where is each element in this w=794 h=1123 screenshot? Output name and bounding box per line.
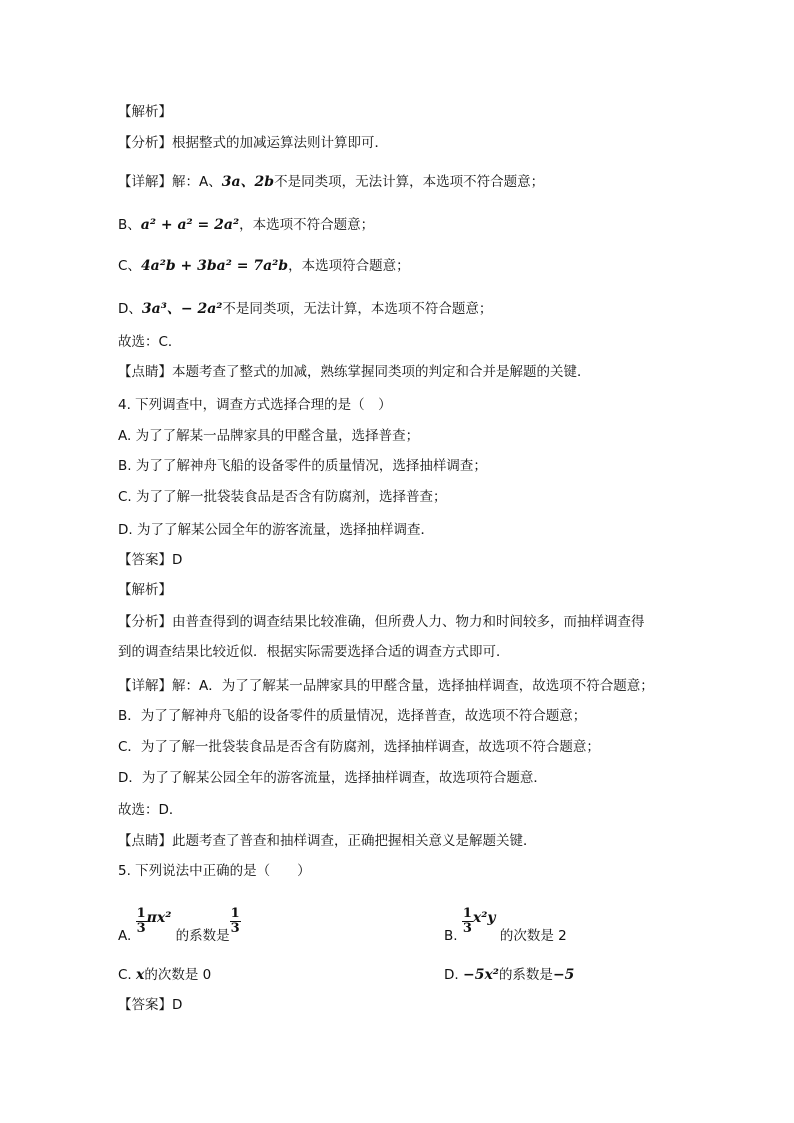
analysis-text: 【分析】根据整式的加减运算法则计算即可． (118, 135, 388, 151)
denominator: 3 (462, 921, 472, 936)
q5-option-b (444, 898, 567, 956)
denominator: 3 (230, 921, 240, 936)
analysis-text: 【分析】由普查得到的调查结果比较准确，但所费人力、物力和时间较多，而抽样调查得 (118, 614, 645, 630)
fraction (462, 907, 473, 936)
text: 的系数是 (175, 928, 230, 944)
answer: 【答案】D (118, 552, 183, 568)
answer-choice: 故选：C． (118, 334, 182, 350)
fraction (230, 907, 241, 936)
text: C、 (118, 258, 141, 274)
q5-option-c (118, 966, 211, 984)
detail-text: C．为了了解一批袋装食品是否含有防腐剂，选择抽样调查，故选项不符合题意； (118, 739, 600, 755)
detail-line-c (118, 257, 410, 275)
comment-text: 【点睛】本题考查了整式的加减，熟练掌握同类项的判定和合并是解题的关键． (118, 364, 591, 380)
comment-text: 【点睛】此题考查了普查和抽样调查，正确把握相关意义是解题关键． (118, 833, 537, 849)
fraction (136, 907, 147, 936)
text: ，本选项不符合题意； (239, 217, 375, 233)
label: B. (444, 928, 458, 944)
option-c: C. 为了了解一批袋装食品是否含有防腐剂，选择普查； (118, 489, 447, 505)
label: C. (118, 967, 132, 983)
label: A. (118, 928, 132, 944)
detail-line-a (118, 173, 544, 191)
math-expression: −5x² (462, 967, 499, 983)
text: 的次数是 2 (499, 928, 567, 944)
section-heading: 【解析】 (118, 104, 172, 120)
label: D. (444, 967, 459, 983)
math-expression: 3a³、− 2a² (141, 301, 223, 317)
option-b: B. 为了了解神舟飞船的设备零件的质量情况，选择抽样调查； (118, 458, 487, 474)
answer: 【答案】D (118, 997, 183, 1013)
detail-line-d (118, 300, 492, 318)
section-heading: 【解析】 (118, 582, 172, 598)
math-expression: 4a²b + 3ba² = 7a²b (140, 258, 289, 274)
detail-text: B．为了了解神舟飞船的设备零件的质量情况，选择普查，故选项不符合题意； (118, 708, 587, 724)
detail-text: 【详解】解：A．为了了解某一品牌家具的甲醛含量，选择抽样调查，故选项不符合题意； (118, 678, 654, 694)
math-expression: πx² (146, 910, 172, 926)
math-expression: x (136, 967, 145, 983)
q5-option-a (118, 898, 241, 956)
text: 【详解】解：A、 (118, 174, 222, 190)
question-4: 4. 下列调查中，调查方式选择合理的是（ ） (118, 397, 392, 413)
text: B、 (118, 217, 141, 233)
text: ，本选项符合题意； (288, 258, 410, 274)
question-5: 5. 下列说法中正确的是（ ） (118, 863, 311, 879)
text: 不是同类项，无法计算，本选项不符合题意； (274, 174, 545, 190)
detail-line-b (118, 216, 374, 234)
denominator: 3 (136, 921, 146, 936)
analysis-text: 到的调查结果比较近似．根据实际需要选择合适的调查方式即可． (118, 644, 510, 660)
option-a: A. 为了了解某一品牌家具的甲醛含量，选择普查； (118, 428, 420, 444)
numerator: 1 (462, 906, 472, 921)
option-d: D. 为了了解某公园全年的游客流量，选择抽样调查． (118, 522, 434, 538)
math-expression: 3a、2b (221, 174, 275, 190)
text: 的次数是 0 (144, 967, 212, 983)
q5-option-d (444, 966, 574, 984)
text: D、 (118, 301, 142, 317)
numerator: 1 (136, 906, 146, 921)
text: 的系数是 (498, 967, 553, 983)
numerator: 1 (230, 906, 240, 921)
math-expression: x²y (472, 910, 496, 926)
math-expression: −5 (552, 967, 575, 983)
text: 不是同类项，无法计算，本选项不符合题意； (222, 301, 493, 317)
math-expression: a² + a² = 2a² (140, 217, 240, 233)
answer-choice: 故选：D． (118, 802, 183, 818)
detail-text: D．为了了解某公园全年的游客流量，选择抽样调查，故选项符合题意． (118, 770, 547, 786)
